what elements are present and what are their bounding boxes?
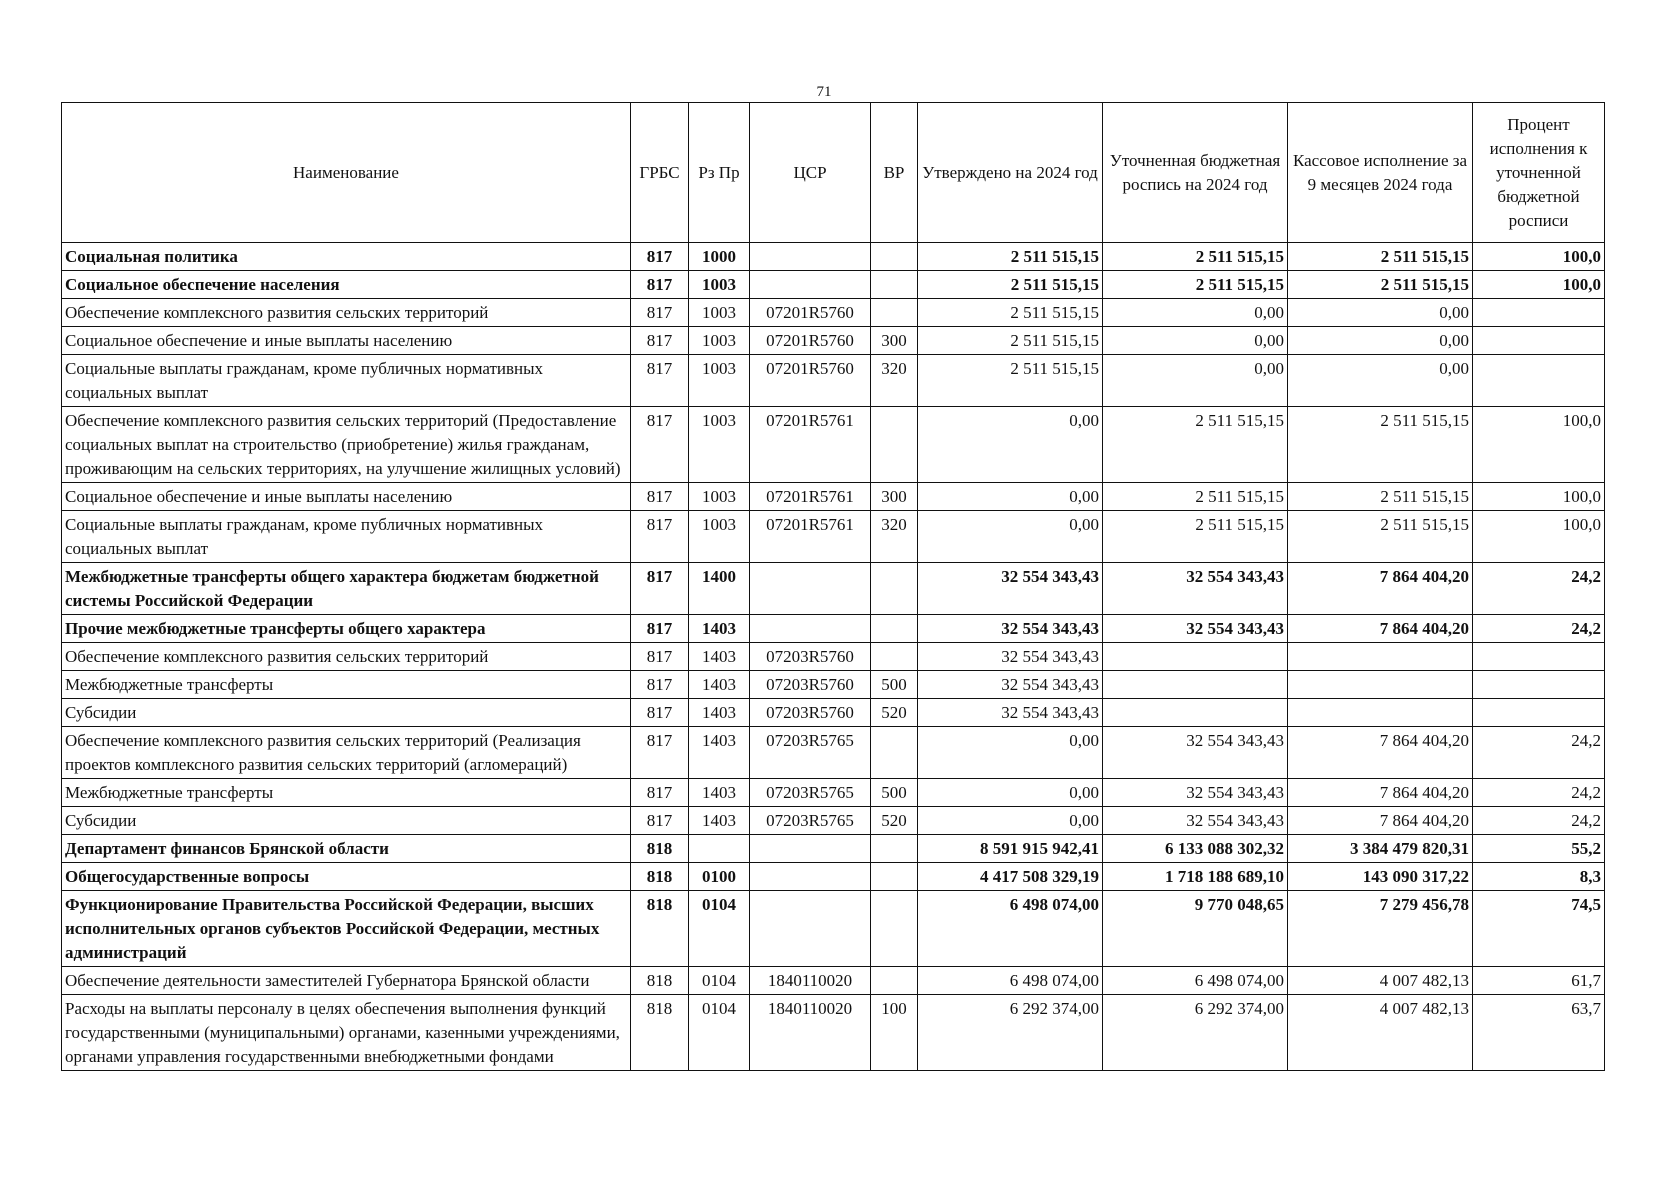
cell-vr xyxy=(871,967,918,995)
cell-csr: 07201R5761 xyxy=(750,511,871,563)
cell-refined: 32 554 343,43 xyxy=(1103,727,1288,779)
cell-grbs: 817 xyxy=(631,807,689,835)
table-row xyxy=(62,271,1605,299)
cell-percent: 74,5 xyxy=(1473,891,1605,967)
cell-rzpr: 1003 xyxy=(689,271,750,299)
header-percent: Процент исполнения к уточненной бюджетной росписи xyxy=(1473,103,1605,243)
cell-rzpr: 1003 xyxy=(689,511,750,563)
header-csr: ЦСР xyxy=(750,103,871,243)
cell-vr xyxy=(871,563,918,615)
cell-cash: 7 864 404,20 xyxy=(1288,727,1473,779)
cell-grbs: 817 xyxy=(631,483,689,511)
cell-name: Субсидии xyxy=(62,699,631,727)
cell-grbs: 818 xyxy=(631,835,689,863)
cell-name: Обеспечение комплексного развития сельских территорий (Реализация проектов комплексного развития сельских территорий (агломераций) xyxy=(62,727,631,779)
cell-cash: 0,00 xyxy=(1288,299,1473,327)
cell-grbs: 817 xyxy=(631,243,689,271)
cell-rzpr: 0100 xyxy=(689,863,750,891)
cell-name: Субсидии xyxy=(62,807,631,835)
cell-refined: 6 498 074,00 xyxy=(1103,967,1288,995)
cell-cash xyxy=(1288,699,1473,727)
cell-csr: 07203R5760 xyxy=(750,699,871,727)
cell-csr xyxy=(750,835,871,863)
cell-cash: 7 864 404,20 xyxy=(1288,807,1473,835)
cell-vr xyxy=(871,243,918,271)
cell-cash: 2 511 515,15 xyxy=(1288,243,1473,271)
cell-cash: 143 090 317,22 xyxy=(1288,863,1473,891)
cell-approved: 32 554 343,43 xyxy=(918,699,1103,727)
cell-approved: 32 554 343,43 xyxy=(918,643,1103,671)
cell-grbs: 818 xyxy=(631,891,689,967)
cell-percent xyxy=(1473,299,1605,327)
table-row xyxy=(62,891,1605,967)
cell-percent: 100,0 xyxy=(1473,407,1605,483)
cell-cash: 7 864 404,20 xyxy=(1288,779,1473,807)
cell-cash: 2 511 515,15 xyxy=(1288,407,1473,483)
cell-csr: 1840110020 xyxy=(750,967,871,995)
cell-vr: 320 xyxy=(871,511,918,563)
cell-cash: 3 384 479 820,31 xyxy=(1288,835,1473,863)
cell-cash xyxy=(1288,671,1473,699)
cell-approved: 2 511 515,15 xyxy=(918,299,1103,327)
cell-percent xyxy=(1473,699,1605,727)
table-row xyxy=(62,835,1605,863)
cell-rzpr: 1403 xyxy=(689,699,750,727)
cell-csr: 07201R5760 xyxy=(750,299,871,327)
cell-name: Социальные выплаты гражданам, кроме публичных нормативных социальных выплат xyxy=(62,355,631,407)
cell-refined: 2 511 515,15 xyxy=(1103,511,1288,563)
cell-percent: 100,0 xyxy=(1473,271,1605,299)
cell-refined: 2 511 515,15 xyxy=(1103,483,1288,511)
cell-rzpr: 1003 xyxy=(689,299,750,327)
cell-csr xyxy=(750,563,871,615)
cell-grbs: 817 xyxy=(631,563,689,615)
cell-grbs: 817 xyxy=(631,271,689,299)
cell-vr xyxy=(871,727,918,779)
table-row xyxy=(62,511,1605,563)
cell-rzpr: 0104 xyxy=(689,995,750,1071)
cell-approved: 32 554 343,43 xyxy=(918,615,1103,643)
table-row xyxy=(62,243,1605,271)
cell-csr: 07203R5765 xyxy=(750,779,871,807)
cell-name: Функционирование Правительства Российской Федерации, высших исполнительных органов субъектов Российской Федерации, местных администраций xyxy=(62,891,631,967)
cell-approved: 32 554 343,43 xyxy=(918,671,1103,699)
cell-refined xyxy=(1103,699,1288,727)
cell-name: Прочие межбюджетные трансферты общего характера xyxy=(62,615,631,643)
cell-vr: 300 xyxy=(871,483,918,511)
cell-name: Департамент финансов Брянской области xyxy=(62,835,631,863)
cell-vr: 520 xyxy=(871,699,918,727)
cell-refined: 32 554 343,43 xyxy=(1103,615,1288,643)
cell-vr xyxy=(871,615,918,643)
table-row xyxy=(62,995,1605,1071)
cell-grbs: 817 xyxy=(631,615,689,643)
cell-percent: 63,7 xyxy=(1473,995,1605,1071)
cell-percent: 24,2 xyxy=(1473,779,1605,807)
cell-vr xyxy=(871,835,918,863)
cell-grbs: 817 xyxy=(631,727,689,779)
cell-rzpr: 1403 xyxy=(689,779,750,807)
cell-grbs: 818 xyxy=(631,967,689,995)
cell-refined xyxy=(1103,643,1288,671)
cell-percent: 8,3 xyxy=(1473,863,1605,891)
cell-csr xyxy=(750,863,871,891)
cell-name: Межбюджетные трансферты xyxy=(62,671,631,699)
cell-vr: 520 xyxy=(871,807,918,835)
cell-approved: 0,00 xyxy=(918,807,1103,835)
cell-vr: 500 xyxy=(871,671,918,699)
cell-percent xyxy=(1473,327,1605,355)
header-rzpr: Рз Пр xyxy=(689,103,750,243)
table-row xyxy=(62,355,1605,407)
cell-rzpr: 1403 xyxy=(689,671,750,699)
table-row xyxy=(62,671,1605,699)
cell-rzpr: 1003 xyxy=(689,407,750,483)
cell-percent: 100,0 xyxy=(1473,511,1605,563)
header-vr: ВР xyxy=(871,103,918,243)
cell-grbs: 817 xyxy=(631,327,689,355)
cell-vr xyxy=(871,299,918,327)
cell-csr xyxy=(750,891,871,967)
cell-refined: 32 554 343,43 xyxy=(1103,563,1288,615)
cell-csr: 07203R5760 xyxy=(750,643,871,671)
cell-csr: 1840110020 xyxy=(750,995,871,1071)
cell-percent: 100,0 xyxy=(1473,243,1605,271)
cell-cash: 7 279 456,78 xyxy=(1288,891,1473,967)
cell-vr xyxy=(871,863,918,891)
cell-rzpr xyxy=(689,835,750,863)
cell-percent: 61,7 xyxy=(1473,967,1605,995)
cell-csr: 07201R5760 xyxy=(750,327,871,355)
cell-rzpr: 1403 xyxy=(689,615,750,643)
cell-grbs: 817 xyxy=(631,355,689,407)
cell-name: Социальное обеспечение и иные выплаты населению xyxy=(62,483,631,511)
table-row xyxy=(62,779,1605,807)
cell-percent: 24,2 xyxy=(1473,727,1605,779)
cell-cash: 0,00 xyxy=(1288,327,1473,355)
cell-refined: 6 133 088 302,32 xyxy=(1103,835,1288,863)
table-row xyxy=(62,699,1605,727)
table-row xyxy=(62,327,1605,355)
cell-cash: 7 864 404,20 xyxy=(1288,563,1473,615)
cell-refined: 32 554 343,43 xyxy=(1103,779,1288,807)
cell-csr: 07203R5760 xyxy=(750,671,871,699)
cell-name: Социальное обеспечение и иные выплаты населению xyxy=(62,327,631,355)
cell-rzpr: 1403 xyxy=(689,727,750,779)
cell-percent: 24,2 xyxy=(1473,615,1605,643)
cell-rzpr: 0104 xyxy=(689,967,750,995)
page-number xyxy=(0,84,1664,101)
cell-cash: 2 511 515,15 xyxy=(1288,271,1473,299)
cell-vr: 100 xyxy=(871,995,918,1071)
cell-approved: 4 417 508 329,19 xyxy=(918,863,1103,891)
cell-rzpr: 1400 xyxy=(689,563,750,615)
table-row xyxy=(62,563,1605,615)
cell-percent xyxy=(1473,643,1605,671)
cell-rzpr: 1003 xyxy=(689,483,750,511)
cell-cash: 2 511 515,15 xyxy=(1288,511,1473,563)
cell-rzpr: 1403 xyxy=(689,643,750,671)
cell-refined: 6 292 374,00 xyxy=(1103,995,1288,1071)
cell-vr xyxy=(871,891,918,967)
table-row xyxy=(62,807,1605,835)
cell-name: Обеспечение деятельности заместителей Губернатора Брянской области xyxy=(62,967,631,995)
table-body xyxy=(62,243,1605,1071)
cell-name: Социальное обеспечение населения xyxy=(62,271,631,299)
cell-grbs: 817 xyxy=(631,643,689,671)
cell-refined: 2 511 515,15 xyxy=(1103,243,1288,271)
cell-csr xyxy=(750,615,871,643)
cell-approved: 0,00 xyxy=(918,727,1103,779)
cell-percent xyxy=(1473,355,1605,407)
cell-approved: 0,00 xyxy=(918,483,1103,511)
cell-grbs: 817 xyxy=(631,299,689,327)
cell-percent: 24,2 xyxy=(1473,807,1605,835)
cell-approved: 32 554 343,43 xyxy=(918,563,1103,615)
table-row xyxy=(62,615,1605,643)
cell-rzpr: 1403 xyxy=(689,807,750,835)
table-row xyxy=(62,967,1605,995)
cell-rzpr: 0104 xyxy=(689,891,750,967)
cell-vr xyxy=(871,643,918,671)
cell-name: Обеспечение комплексного развития сельских территорий xyxy=(62,299,631,327)
table-row xyxy=(62,483,1605,511)
cell-cash: 7 864 404,20 xyxy=(1288,615,1473,643)
cell-refined: 32 554 343,43 xyxy=(1103,807,1288,835)
cell-rzpr: 1003 xyxy=(689,355,750,407)
cell-grbs: 818 xyxy=(631,863,689,891)
budget-table xyxy=(61,102,1605,1071)
cell-cash xyxy=(1288,643,1473,671)
cell-vr: 300 xyxy=(871,327,918,355)
cell-cash: 2 511 515,15 xyxy=(1288,483,1473,511)
cell-vr: 320 xyxy=(871,355,918,407)
cell-approved: 8 591 915 942,41 xyxy=(918,835,1103,863)
cell-grbs: 817 xyxy=(631,699,689,727)
table-row xyxy=(62,299,1605,327)
cell-approved: 2 511 515,15 xyxy=(918,243,1103,271)
header-name: Наименование xyxy=(62,103,631,243)
cell-rzpr: 1003 xyxy=(689,327,750,355)
cell-cash: 4 007 482,13 xyxy=(1288,967,1473,995)
cell-refined: 0,00 xyxy=(1103,327,1288,355)
cell-rzpr: 1000 xyxy=(689,243,750,271)
cell-approved: 2 511 515,15 xyxy=(918,355,1103,407)
cell-csr: 07203R5765 xyxy=(750,727,871,779)
cell-percent: 100,0 xyxy=(1473,483,1605,511)
header-cash: Кассовое исполнение за 9 месяцев 2024 года xyxy=(1288,103,1473,243)
header-refined: Уточненная бюджетная роспись на 2024 год xyxy=(1103,103,1288,243)
cell-csr: 07201R5760 xyxy=(750,355,871,407)
cell-vr xyxy=(871,271,918,299)
cell-refined xyxy=(1103,671,1288,699)
cell-grbs: 817 xyxy=(631,407,689,483)
cell-approved: 2 511 515,15 xyxy=(918,327,1103,355)
page-number-text: 71 xyxy=(816,84,832,100)
cell-approved: 2 511 515,15 xyxy=(918,271,1103,299)
table-header-row xyxy=(62,103,1605,243)
header-approved: Утверждено на 2024 год xyxy=(918,103,1103,243)
cell-cash: 4 007 482,13 xyxy=(1288,995,1473,1071)
cell-approved: 6 498 074,00 xyxy=(918,891,1103,967)
cell-approved: 6 498 074,00 xyxy=(918,967,1103,995)
cell-percent xyxy=(1473,671,1605,699)
cell-name: Социальные выплаты гражданам, кроме публичных нормативных социальных выплат xyxy=(62,511,631,563)
cell-refined: 9 770 048,65 xyxy=(1103,891,1288,967)
cell-approved: 6 292 374,00 xyxy=(918,995,1103,1071)
cell-grbs: 818 xyxy=(631,995,689,1071)
table-row xyxy=(62,727,1605,779)
header-grbs: ГРБС xyxy=(631,103,689,243)
cell-name: Социальная политика xyxy=(62,243,631,271)
cell-approved: 0,00 xyxy=(918,779,1103,807)
cell-refined: 2 511 515,15 xyxy=(1103,407,1288,483)
cell-csr: 07201R5761 xyxy=(750,483,871,511)
cell-name: Общегосударственные вопросы xyxy=(62,863,631,891)
cell-vr: 500 xyxy=(871,779,918,807)
cell-name: Обеспечение комплексного развития сельских территорий xyxy=(62,643,631,671)
cell-refined: 2 511 515,15 xyxy=(1103,271,1288,299)
table-row xyxy=(62,407,1605,483)
cell-refined: 0,00 xyxy=(1103,355,1288,407)
cell-grbs: 817 xyxy=(631,511,689,563)
cell-csr xyxy=(750,271,871,299)
cell-grbs: 817 xyxy=(631,779,689,807)
cell-approved: 0,00 xyxy=(918,407,1103,483)
cell-csr: 07203R5765 xyxy=(750,807,871,835)
table-row xyxy=(62,643,1605,671)
cell-approved: 0,00 xyxy=(918,511,1103,563)
cell-name: Обеспечение комплексного развития сельских территорий (Предоставление социальных выплат на строительство (приобретение) жилья гражданам, проживающим на сельских территориях, на улучшение жилищных условий) xyxy=(62,407,631,483)
table-row xyxy=(62,863,1605,891)
cell-percent: 24,2 xyxy=(1473,563,1605,615)
cell-name: Межбюджетные трансферты общего характера бюджетам бюджетной системы Российской Федерации xyxy=(62,563,631,615)
cell-name: Межбюджетные трансферты xyxy=(62,779,631,807)
cell-refined: 0,00 xyxy=(1103,299,1288,327)
cell-cash: 0,00 xyxy=(1288,355,1473,407)
cell-csr xyxy=(750,243,871,271)
cell-percent: 55,2 xyxy=(1473,835,1605,863)
cell-grbs: 817 xyxy=(631,671,689,699)
cell-refined: 1 718 188 689,10 xyxy=(1103,863,1288,891)
cell-vr xyxy=(871,407,918,483)
cell-csr: 07201R5761 xyxy=(750,407,871,483)
cell-name: Расходы на выплаты персоналу в целях обеспечения выполнения функций государственными (муниципальными) органами, казенными учреждениями, органами управления государственными внебюджетными фондами xyxy=(62,995,631,1071)
